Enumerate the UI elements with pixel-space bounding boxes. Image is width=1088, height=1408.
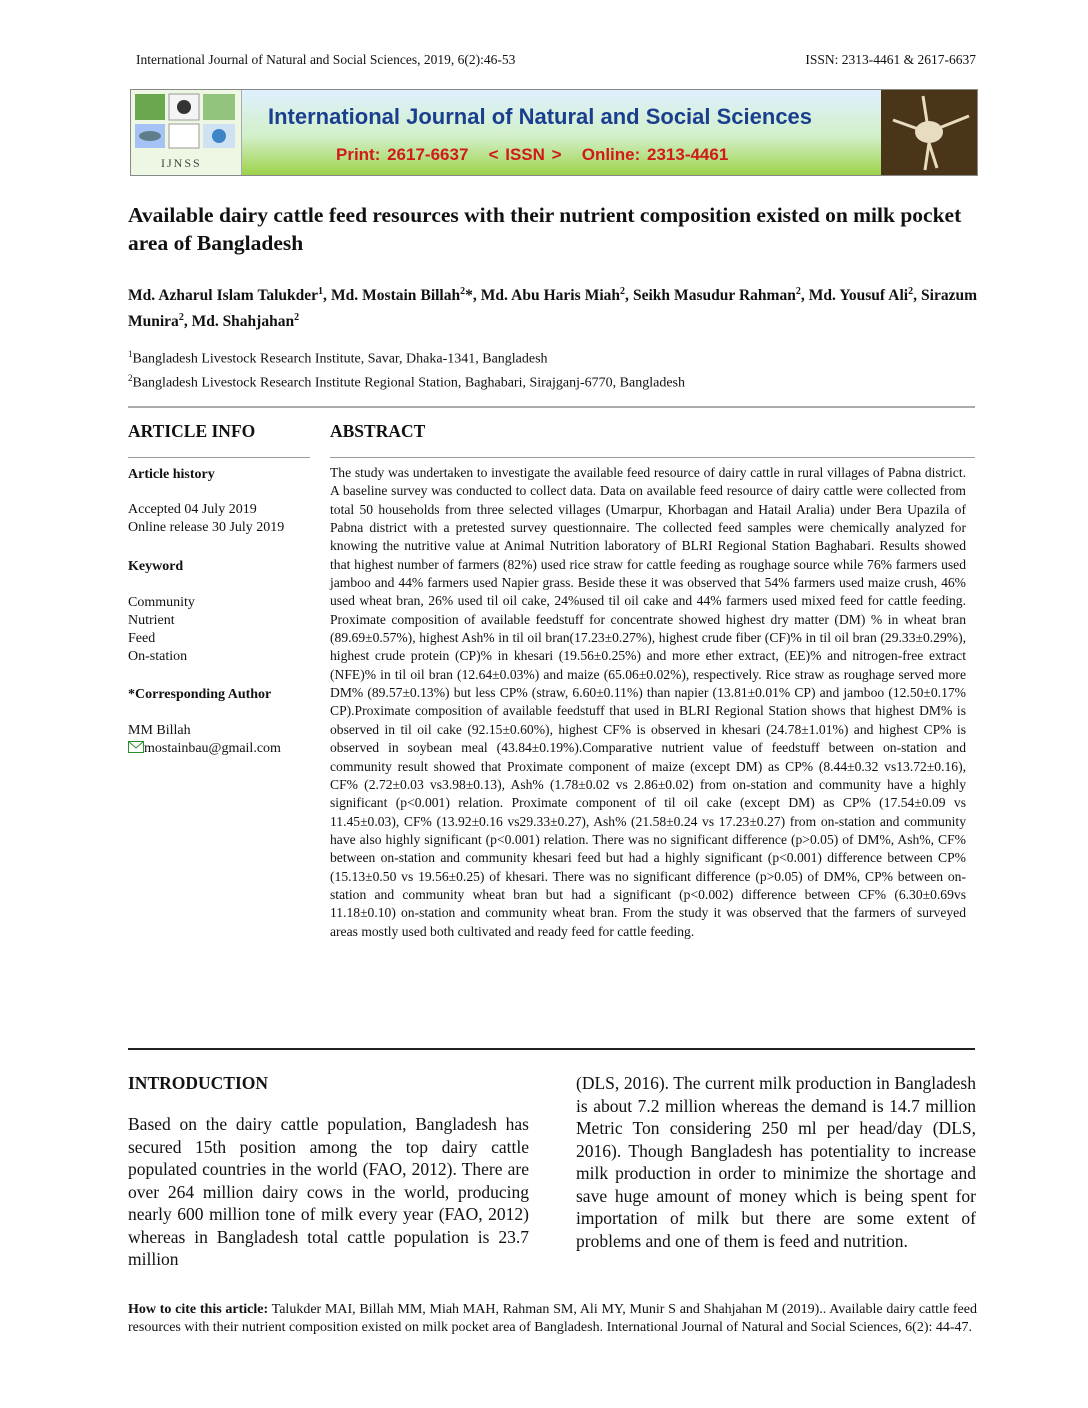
affiliations: [128, 345, 978, 392]
introduction-heading: INTRODUCTION: [128, 1073, 269, 1093]
banner-logo-text: IJNSS: [161, 156, 202, 170]
introduction-left-column: Based on the dairy cattle population, Bangladesh has secured 15th position among the top dairy cattle populated countries in the world (FAO, 2012). There are over 264 million dairy cows in the world, producing nearly 600 million tone of milk every year (FAO, 2012) whereas in Bangladesh total cattle population is 23.7 million: [128, 1114, 529, 1269]
corresponding-author-heading: *Corresponding Author: [128, 687, 272, 702]
journal-name: International Journal of Natural and Social Sciences: [268, 104, 813, 129]
section-divider: [128, 406, 975, 408]
online-release-date: Online release 30 July 2019: [128, 520, 285, 535]
corresponding-email[interactable]: mostainbau@gmail.com: [128, 740, 281, 758]
author: Md. Mostain Billah$^2$*,: [330, 286, 481, 305]
keyword: Feed: [128, 631, 156, 646]
author: Md. Abu Haris Miah$^2$,: [480, 286, 633, 305]
corresponding-author-name: MM Billah: [128, 723, 191, 738]
author: Md. Yousuf Ali$^2$,: [808, 286, 922, 305]
abstract-text: The study was undertaken to investigate the available feed resource of dairy cattle in rural villages of Pabna district. A baseline survey was conducted to collect data. Data on available feed resource of dairy cattle were collected from total 50 households from three selected villages (Umarpur, Khorbagan and Hatail Aralia) under Bera Upazila of Pabna district with a pretested survey questionnaire. The collected feed samples were chemically analyzed for knowing the nutritive value at Animal Nutrition laboratory of BLRI Regional Station Baghabari. Results showed that highest number of farmers (82%) used rice straw for cattle feeding as roughage source while 76% farmers used jamboo and 44% farmers used Napier grass. Beside these it was observed that 54% farmers used maize crush, 46% used wheat bran, 26% used til oil cake, 24%used til oil cake and 44% farmers used mixed feed for cattle feeding. Proximate composition of available feedstuff for concentrate showed highest dry matter (DM) % in wheat bran (89.69±0.57%), highest Ash% in til oil bran(17.23±0.27%), highest crude fiber (CF)% in til oil bran (29.33±0.29%), highest crude protein (CP)% in khesari (19.56±0.25%) and more ether extract, (EE)% and nitrogen-free extract (NFE)% in til oil bran (12.64±0.03%) and maize (65.06±0.02%), respectively. Rice straw as roughage served more DM% (89.57±0.13%) but less CP% (straw, 6.60±0.11%) than napier (13.81±0.01% CP) and jamboo (12.50±0.17% CP).Proximate composition of available feedstuff that used in BLRI Regional Station shows that highest DM% is observed in til oil cake (92.15±0.60%), highest CF% is observed in khesari (24.78±1.01%) and highest CP% is observed in soybean meal (43.84±0.19%).Comparative nutrient value of feedstuff between on-station and community result showed that Proximate component of maize (except DM) as CP% (8.44±0.32 vs13.72±0.16), CF% (2.72±0.03 vs3.98±0.13), Ash% (1.78±0.02 vs 2.86±0.02) from on-station and community have a highly significant (p<0.001) relation. Proximate component of til oil cake (except DM) as CP% (17.54±0.09 vs 11.45±0.03), CF% (13.92±0.16 vs29.33±0.27), Ash% (21.58±0.24 vs 17.23±0.27) from on-station and community have also highly significant (p<0.001) relation. There was no significant difference (p>0.05) of DM%, Ash%, CF% between on-station and community khesari feed but had a highly significant (p<0.001) difference between CP% (15.13±0.50 vs 19.56±0.25) of khesari. There was no significant difference (p>0.05) of DM%, CP% between on-station and community wheat bran but had a significant (p<0.002) difference between CF% (6.30±0.69vs 11.18±0.10) on-station and community wheat bran. From the study it was observed that the farmers of surveyed areas mostly used both cultivated and ready feed for cattle feeding.: [330, 465, 966, 939]
abstract-bottom-rule: [128, 1048, 975, 1050]
author-list: [128, 281, 977, 333]
banner-plant-photo: [881, 90, 977, 175]
how-to-cite-label: How to cite this article:: [128, 1302, 269, 1317]
how-to-cite: [128, 1301, 977, 1337]
running-header-right: ISSN: 2313-4461 & 2617-6637: [805, 52, 976, 67]
affiliation: $^1$Bangladesh Livestock Research Institute, Savar, Dhaka-1341, Bangladesh: [128, 349, 548, 367]
author: Seikh Masudur Rahman$^2$,: [632, 286, 809, 305]
banner-logo-collage: [131, 90, 242, 175]
article-history-heading: Article history: [128, 467, 215, 482]
accepted-date: Accepted 04 July 2019: [128, 502, 257, 517]
journal-banner: [130, 89, 978, 176]
banner-collage-icon: [131, 90, 241, 152]
author: Md. Shahjahan$^2$: [191, 312, 300, 331]
keyword: On-station: [128, 649, 188, 664]
author: Sirazum Munira$^2$,: [128, 287, 977, 331]
plant-root-icon: [881, 90, 977, 175]
keyword-heading: Keyword: [128, 559, 184, 574]
abstract-rule: [330, 457, 975, 458]
affiliation: $^2$Bangladesh Livestock Research Institute Regional Station, Baghabari, Sirajganj-6770, Bangladesh: [128, 372, 685, 391]
paper-title: Available dairy cattle feed resources with their nutrient composition existed on milk pocket area of Bangladesh: [128, 203, 962, 255]
keyword: Community: [128, 595, 195, 610]
journal-issn-line: Print: 2617-6637 < ISSN > Online: 2313-4461: [336, 145, 729, 164]
introduction-right-column: (DLS, 2016). The current milk production in Bangladesh is about 7.2 million whereas the demand is 14.7 million Metric Ton considering 250 ml per head/day (DLS, 2016). Though Bangladesh has potentiality to increase milk production in order to minimize the shortage and save huge amount of money which is being spent for importation of milk but there are some extent of problems and one of them is feed and nutrition.: [576, 1073, 976, 1251]
article-info-rule: [128, 457, 310, 458]
author: Md. Azharul Islam Talukder$^1$,: [128, 286, 331, 305]
abstract-heading: ABSTRACT: [330, 421, 426, 441]
running-header-left: International Journal of Natural and Social Sciences, 2019, 6(2):46-53: [136, 52, 516, 67]
how-to-cite-text: Talukder MAI, Billah MM, Miah MAH, Rahman SM, Ali MY, Munir S and Shahjahan M (2019).. Available dairy cattle feed resources with their nutrient composition existed on milk pocket area of Bangladesh. International Journal of Natural and Social Sciences, 6(2): 44-47.: [128, 1302, 977, 1335]
keyword: Nutrient: [128, 613, 175, 628]
envelope-icon: [128, 741, 144, 753]
article-info-heading: ARTICLE INFO: [128, 421, 256, 441]
